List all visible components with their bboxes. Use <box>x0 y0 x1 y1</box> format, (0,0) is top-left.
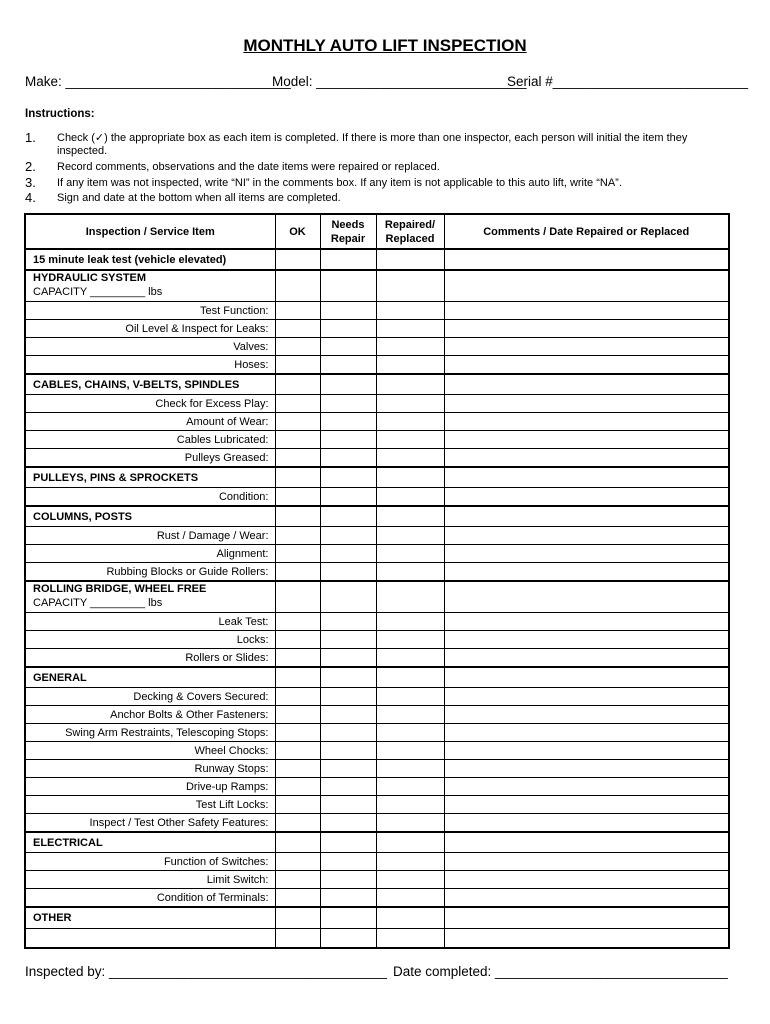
table-row <box>25 832 729 853</box>
ok-cell[interactable] <box>275 356 320 375</box>
ok-cell[interactable] <box>275 613 320 631</box>
comments-cell[interactable] <box>444 929 729 949</box>
ok-cell[interactable] <box>275 581 320 613</box>
needs-repair-cell[interactable] <box>320 871 376 889</box>
needs-repair-cell[interactable] <box>320 506 376 527</box>
comments-cell[interactable] <box>444 320 729 338</box>
make-field[interactable]: Make: ______________________________ <box>25 74 291 89</box>
ok-cell[interactable] <box>275 688 320 706</box>
table-row: Limit Switch: <box>25 871 729 889</box>
header-comments: Comments / Date Repaired or Replaced <box>444 214 729 249</box>
repaired-cell[interactable] <box>376 545 444 563</box>
comments-cell[interactable] <box>444 742 729 760</box>
table-row: Runway Stops: <box>25 760 729 778</box>
ok-cell[interactable] <box>275 742 320 760</box>
section-columns: COLUMNS, POSTS <box>25 506 275 527</box>
ok-cell[interactable] <box>275 667 320 688</box>
repaired-cell[interactable] <box>376 249 444 270</box>
comments-cell[interactable] <box>444 760 729 778</box>
comments-cell[interactable] <box>444 249 729 270</box>
repaired-cell[interactable] <box>376 302 444 320</box>
table-row: Wheel Chocks: <box>25 742 729 760</box>
repaired-cell[interactable] <box>376 338 444 356</box>
comments-cell[interactable] <box>444 814 729 833</box>
needs-repair-cell[interactable] <box>320 302 376 320</box>
section-other: OTHER <box>25 907 275 929</box>
inspected-by-field[interactable]: Inspected by: _____________________________________ <box>25 964 387 979</box>
needs-repair-cell[interactable] <box>320 724 376 742</box>
repaired-cell[interactable] <box>376 889 444 908</box>
comments-cell[interactable] <box>444 581 729 613</box>
repaired-cell[interactable] <box>376 724 444 742</box>
ok-cell[interactable] <box>275 706 320 724</box>
model-field[interactable]: Model: ____________________________ <box>272 74 527 89</box>
needs-repair-cell[interactable] <box>320 356 376 375</box>
repaired-cell[interactable] <box>376 356 444 375</box>
table-row: Anchor Bolts & Other Fasteners: <box>25 706 729 724</box>
ok-cell[interactable] <box>275 413 320 431</box>
comments-cell[interactable] <box>444 270 729 302</box>
table-row: Test Lift Locks: <box>25 796 729 814</box>
needs-repair-cell[interactable] <box>320 581 376 613</box>
comments-cell[interactable] <box>444 506 729 527</box>
needs-repair-cell[interactable] <box>320 249 376 270</box>
ok-cell[interactable] <box>275 832 320 853</box>
needs-repair-cell[interactable] <box>320 338 376 356</box>
ok-cell[interactable] <box>275 249 320 270</box>
repaired-cell[interactable] <box>376 449 444 468</box>
table-row <box>25 270 729 302</box>
comments-cell[interactable] <box>444 778 729 796</box>
repaired-cell[interactable] <box>376 431 444 449</box>
comments-cell[interactable] <box>444 449 729 468</box>
table-row: Decking & Covers Secured: <box>25 688 729 706</box>
repaired-cell[interactable] <box>376 631 444 649</box>
comments-cell[interactable] <box>444 374 729 395</box>
repaired-cell[interactable] <box>376 649 444 668</box>
section-pulleys: PULLEYS, PINS & SPROCKETS <box>25 467 275 488</box>
repaired-cell[interactable] <box>376 581 444 613</box>
table-row: Check for Excess Play: <box>25 395 729 413</box>
needs-repair-cell[interactable] <box>320 563 376 582</box>
comments-cell[interactable] <box>444 889 729 908</box>
repaired-cell[interactable] <box>376 853 444 871</box>
repaired-cell[interactable] <box>376 778 444 796</box>
comments-cell[interactable] <box>444 853 729 871</box>
needs-repair-cell[interactable] <box>320 631 376 649</box>
repaired-cell[interactable] <box>376 907 444 929</box>
comments-cell[interactable] <box>444 907 729 929</box>
needs-repair-cell[interactable] <box>320 467 376 488</box>
needs-repair-cell[interactable] <box>320 667 376 688</box>
comments-cell[interactable] <box>444 395 729 413</box>
needs-repair-cell[interactable] <box>320 270 376 302</box>
needs-repair-cell[interactable] <box>320 907 376 929</box>
table-row: Inspect / Test Other Safety Features: <box>25 814 729 833</box>
table-row: Test Function: <box>25 302 729 320</box>
comments-cell[interactable] <box>444 871 729 889</box>
ok-cell[interactable] <box>275 814 320 833</box>
repaired-cell[interactable] <box>376 467 444 488</box>
table-header-row <box>25 214 729 249</box>
table-row: Drive-up Ramps: <box>25 778 729 796</box>
section-hydraulic: HYDRAULIC SYSTEM CAPACITY _________ lbs <box>25 270 275 302</box>
repaired-cell[interactable] <box>376 527 444 545</box>
ok-cell[interactable] <box>275 506 320 527</box>
repaired-cell[interactable] <box>376 688 444 706</box>
comments-cell[interactable] <box>444 413 729 431</box>
table-row: Rubbing Blocks or Guide Rollers: <box>25 563 729 582</box>
needs-repair-cell[interactable] <box>320 527 376 545</box>
needs-repair-cell[interactable] <box>320 395 376 413</box>
date-completed-field[interactable]: Date completed: _______________________________ <box>393 964 728 979</box>
repaired-cell[interactable] <box>376 563 444 582</box>
serial-field[interactable]: Serial #__________________________ <box>507 74 748 89</box>
needs-repair-cell[interactable] <box>320 613 376 631</box>
ok-cell[interactable] <box>275 545 320 563</box>
comments-cell[interactable] <box>444 356 729 375</box>
ok-cell[interactable] <box>275 889 320 908</box>
comments-cell[interactable] <box>444 631 729 649</box>
table-row <box>25 467 729 488</box>
comments-cell[interactable] <box>444 545 729 563</box>
table-row: Cables Lubricated: <box>25 431 729 449</box>
table-row: Condition of Terminals: <box>25 889 729 908</box>
ok-cell[interactable] <box>275 907 320 929</box>
needs-repair-cell[interactable] <box>320 929 376 949</box>
repaired-cell[interactable] <box>376 270 444 302</box>
ok-cell[interactable] <box>275 374 320 395</box>
section-electrical: ELECTRICAL <box>25 832 275 853</box>
ok-cell[interactable] <box>275 871 320 889</box>
section-general: GENERAL <box>25 667 275 688</box>
table-row: Condition: <box>25 488 729 507</box>
comments-cell[interactable] <box>444 613 729 631</box>
comments-cell[interactable] <box>444 832 729 853</box>
ok-cell[interactable] <box>275 488 320 507</box>
table-row: Rust / Damage / Wear: <box>25 527 729 545</box>
ok-cell[interactable] <box>275 270 320 302</box>
repaired-cell[interactable] <box>376 929 444 949</box>
needs-repair-cell[interactable] <box>320 449 376 468</box>
table-row: Pulleys Greased: <box>25 449 729 468</box>
needs-repair-cell[interactable] <box>320 413 376 431</box>
comments-cell[interactable] <box>444 527 729 545</box>
comments-cell[interactable] <box>444 796 729 814</box>
comments-cell[interactable] <box>444 649 729 668</box>
table-row <box>25 929 729 949</box>
needs-repair-cell[interactable] <box>320 431 376 449</box>
ok-cell[interactable] <box>275 302 320 320</box>
comments-cell[interactable] <box>444 431 729 449</box>
instructions-heading: Instructions: <box>25 108 95 120</box>
ok-cell[interactable] <box>275 395 320 413</box>
repaired-cell[interactable] <box>376 413 444 431</box>
ok-cell[interactable] <box>275 796 320 814</box>
ok-cell[interactable] <box>275 431 320 449</box>
comments-cell[interactable] <box>444 302 729 320</box>
table-row: Swing Arm Restraints, Telescoping Stops: <box>25 724 729 742</box>
table-row <box>25 581 729 613</box>
needs-repair-cell[interactable] <box>320 545 376 563</box>
table-row <box>25 374 729 395</box>
header-item: Inspection / Service Item <box>25 214 275 249</box>
repaired-cell[interactable] <box>376 871 444 889</box>
ok-cell[interactable] <box>275 929 320 949</box>
needs-repair-cell[interactable] <box>320 832 376 853</box>
inspection-table <box>24 213 730 949</box>
ok-cell[interactable] <box>275 320 320 338</box>
repaired-cell[interactable] <box>376 613 444 631</box>
comments-cell[interactable] <box>444 706 729 724</box>
needs-repair-cell[interactable] <box>320 814 376 833</box>
header-needs-repair: Needs Repair <box>320 214 376 249</box>
needs-repair-cell[interactable] <box>320 374 376 395</box>
table-row <box>25 249 729 270</box>
comments-cell[interactable] <box>444 667 729 688</box>
table-row <box>25 907 729 929</box>
repaired-cell[interactable] <box>376 796 444 814</box>
repaired-cell[interactable] <box>376 395 444 413</box>
needs-repair-cell[interactable] <box>320 778 376 796</box>
comments-cell[interactable] <box>444 338 729 356</box>
header-repaired: Repaired/ Replaced <box>376 214 444 249</box>
ok-cell[interactable] <box>275 778 320 796</box>
repaired-cell[interactable] <box>376 706 444 724</box>
needs-repair-cell[interactable] <box>320 706 376 724</box>
ok-cell[interactable] <box>275 467 320 488</box>
ok-cell[interactable] <box>275 563 320 582</box>
form-title: MONTHLY AUTO LIFT INSPECTION <box>243 36 527 55</box>
section-rolling-bridge: ROLLING BRIDGE, WHEEL FREE CAPACITY _________ lbs <box>25 581 275 613</box>
repaired-cell[interactable] <box>376 488 444 507</box>
ok-cell[interactable] <box>275 527 320 545</box>
needs-repair-cell[interactable] <box>320 649 376 668</box>
ok-cell[interactable] <box>275 631 320 649</box>
table-row <box>25 667 729 688</box>
ok-cell[interactable] <box>275 449 320 468</box>
table-row: Hoses: <box>25 356 729 375</box>
ok-cell[interactable] <box>275 649 320 668</box>
repaired-cell[interactable] <box>376 742 444 760</box>
section-cables: CABLES, CHAINS, V-BELTS, SPINDLES <box>25 374 275 395</box>
comments-cell[interactable] <box>444 688 729 706</box>
needs-repair-cell[interactable] <box>320 853 376 871</box>
leak-test-label: 15 minute leak test (vehicle elevated) <box>25 249 275 270</box>
table-row: Oil Level & Inspect for Leaks: <box>25 320 729 338</box>
needs-repair-cell[interactable] <box>320 488 376 507</box>
table-row: Leak Test: <box>25 613 729 631</box>
repaired-cell[interactable] <box>376 814 444 833</box>
repaired-cell[interactable] <box>376 760 444 778</box>
table-row: Rollers or Slides: <box>25 649 729 668</box>
table-row: Valves: <box>25 338 729 356</box>
needs-repair-cell[interactable] <box>320 320 376 338</box>
ok-cell[interactable] <box>275 338 320 356</box>
table-row: Amount of Wear: <box>25 413 729 431</box>
comments-cell[interactable] <box>444 724 729 742</box>
table-row <box>25 506 729 527</box>
needs-repair-cell[interactable] <box>320 889 376 908</box>
comments-cell[interactable] <box>444 563 729 582</box>
table-row: Alignment: <box>25 545 729 563</box>
repaired-cell[interactable] <box>376 506 444 527</box>
needs-repair-cell[interactable] <box>320 760 376 778</box>
repaired-cell[interactable] <box>376 320 444 338</box>
header-ok: OK <box>275 214 320 249</box>
repaired-cell[interactable] <box>376 832 444 853</box>
ok-cell[interactable] <box>275 760 320 778</box>
comments-cell[interactable] <box>444 488 729 507</box>
needs-repair-cell[interactable] <box>320 796 376 814</box>
ok-cell[interactable] <box>275 724 320 742</box>
needs-repair-cell[interactable] <box>320 742 376 760</box>
needs-repair-cell[interactable] <box>320 688 376 706</box>
ok-cell[interactable] <box>275 853 320 871</box>
repaired-cell[interactable] <box>376 374 444 395</box>
table-row: Locks: <box>25 631 729 649</box>
repaired-cell[interactable] <box>376 667 444 688</box>
other-item-cell[interactable] <box>25 929 275 949</box>
table-row: Function of Switches: <box>25 853 729 871</box>
comments-cell[interactable] <box>444 467 729 488</box>
